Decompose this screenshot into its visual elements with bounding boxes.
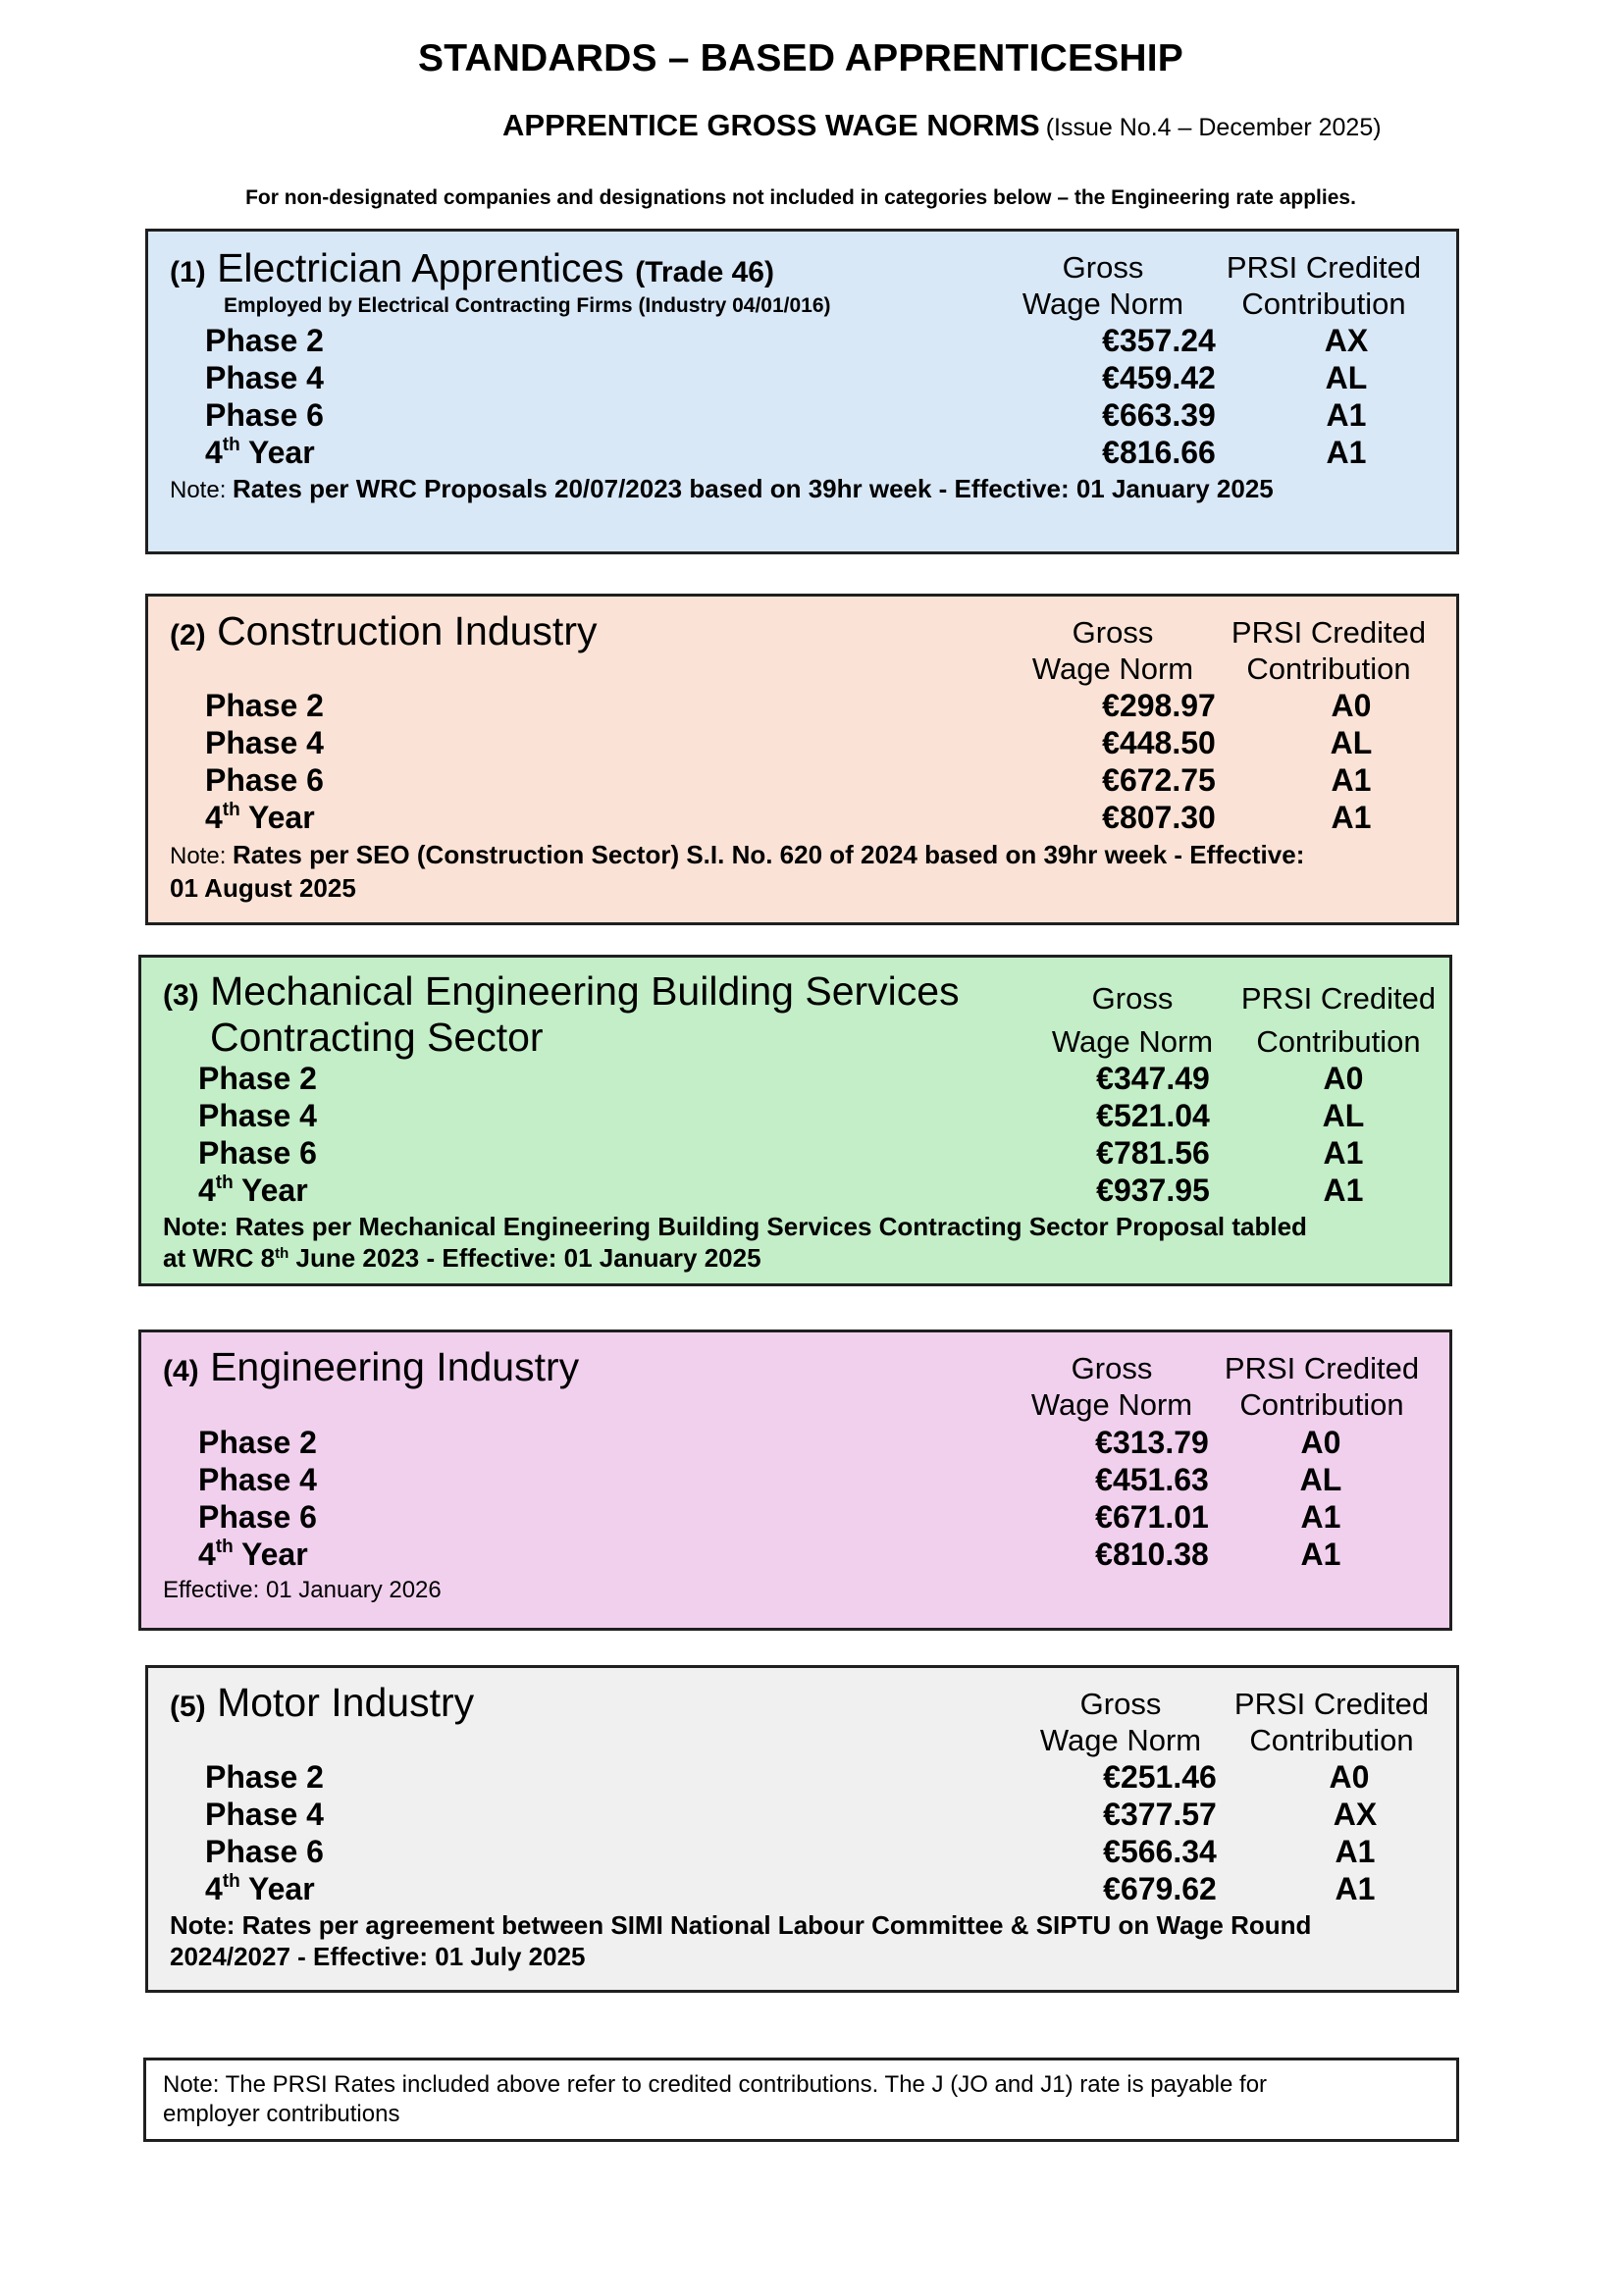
wage-value: €451.63 <box>1095 1462 1209 1497</box>
section-title <box>170 245 774 290</box>
section-title-text: Electrician Apprentices <box>217 245 624 290</box>
prsi-code: A1 <box>1323 1173 1364 1208</box>
prsi-code: A0 <box>1300 1425 1341 1460</box>
gross-label: Gross <box>1072 615 1154 650</box>
prsi-header <box>1206 249 1441 322</box>
phase-label: Phase 6 <box>205 397 324 433</box>
prsi-code: A1 <box>1300 1537 1341 1572</box>
prsi-header <box>1214 1686 1449 1758</box>
gross-wage-header <box>1010 614 1216 687</box>
wage-value: €377.57 <box>1103 1797 1217 1832</box>
gross-wage-header <box>1000 249 1206 322</box>
table-row <box>198 1536 1435 1573</box>
prsi-code: A1 <box>1326 397 1367 433</box>
wage-norm-label: Wage Norm <box>1031 652 1194 686</box>
section-note: Note: Rates per Mechanical Engineering Building Services Contracting Sector Proposal tabled at WRC 8th June 2023 - Effective: 01 January 2025 <box>163 1212 1307 1273</box>
gross-wage-header <box>1018 1686 1224 1758</box>
section-motor <box>145 1665 1459 1993</box>
table-row <box>198 1134 1435 1172</box>
gross-label: Gross <box>1062 250 1144 285</box>
intro-text: For non-designated companies and designations not included in categories below – the Engineering rate applies. <box>245 186 1356 209</box>
section-mechanical <box>138 955 1452 1286</box>
section-title-text: Construction Industry <box>217 608 598 653</box>
table-row <box>198 1097 1435 1134</box>
prsi-header <box>1221 977 1456 1064</box>
prsi-code: A0 <box>1323 1061 1364 1096</box>
phase-label: Phase 6 <box>205 1834 324 1869</box>
table-row <box>198 1498 1435 1536</box>
prsi-code: A1 <box>1326 435 1367 470</box>
phase-label: 4th Year <box>198 1537 308 1572</box>
wage-value: €313.79 <box>1095 1425 1209 1460</box>
prsi-code: AL <box>1299 1462 1342 1497</box>
phase-label: 4th Year <box>205 435 315 470</box>
issue-label: (Issue No.4 – December 2025) <box>1045 114 1382 141</box>
prsi-label: PRSI Credited <box>1231 615 1427 650</box>
prsi-code: AL <box>1325 360 1368 395</box>
section-title <box>163 1344 580 1389</box>
prsi-label: PRSI Credited <box>1233 1687 1430 1721</box>
section-title-text: Mechanical Engineering Building Services <box>210 968 960 1014</box>
prsi-code: A0 <box>1329 1759 1370 1795</box>
footer-note-box <box>143 2058 1459 2142</box>
contribution-label: Contribution <box>1249 1723 1414 1757</box>
phase-label: Phase 6 <box>205 762 324 798</box>
prsi-code: A1 <box>1323 1135 1364 1171</box>
wage-value: €663.39 <box>1102 397 1216 433</box>
wage-value: €298.97 <box>1102 688 1216 723</box>
wage-value: €521.04 <box>1096 1098 1210 1133</box>
wage-value: €679.62 <box>1103 1871 1217 1906</box>
section-title <box>163 968 960 1060</box>
prsi-code: A1 <box>1300 1499 1341 1535</box>
contribution-label: Contribution <box>1246 652 1411 686</box>
table-row <box>205 322 1441 359</box>
phase-label: Phase 6 <box>198 1135 317 1171</box>
contribution-label: Contribution <box>1239 1387 1404 1422</box>
prsi-code: A0 <box>1331 688 1372 723</box>
subtitle-text: APPRENTICE GROSS WAGE NORMS <box>502 108 1040 142</box>
prsi-code: A1 <box>1335 1871 1376 1906</box>
section-number: (1) <box>170 256 206 288</box>
page-title: STANDARDS – BASED APPRENTICESHIP <box>417 37 1183 79</box>
phase-label: 4th Year <box>205 1871 315 1906</box>
phase-label: Phase 2 <box>205 323 324 358</box>
wage-value: €937.95 <box>1096 1173 1210 1208</box>
phase-label: 4th Year <box>205 800 315 835</box>
prsi-label: PRSI Credited <box>1240 981 1437 1016</box>
wage-value: €459.42 <box>1102 360 1216 395</box>
page-subtitle <box>502 108 1382 143</box>
phase-label: 4th Year <box>198 1173 308 1208</box>
phase-label: Phase 4 <box>205 1797 324 1832</box>
wage-value: €672.75 <box>1102 762 1216 798</box>
prsi-label: PRSI Credited <box>1224 1351 1420 1385</box>
prsi-header <box>1204 1350 1440 1423</box>
section-title <box>170 1680 475 1725</box>
wage-value: €807.30 <box>1102 800 1216 835</box>
wage-value: €781.56 <box>1096 1135 1210 1171</box>
prsi-code: A1 <box>1331 762 1372 798</box>
prsi-code: A1 <box>1331 800 1372 835</box>
prsi-code: AL <box>1330 725 1373 760</box>
section-subtitle: Employed by Electrical Contracting Firms (Industry 04/01/016) <box>224 294 831 317</box>
section-note: Effective: 01 January 2026 <box>163 1577 442 1603</box>
contribution-label: Contribution <box>1256 1024 1421 1059</box>
section-construction <box>145 594 1459 925</box>
prsi-header <box>1211 614 1446 687</box>
table-row <box>205 1758 1441 1796</box>
phase-label: Phase 2 <box>205 688 324 723</box>
wage-value: €347.49 <box>1096 1061 1210 1096</box>
section-note: Note: Rates per WRC Proposals 20/07/2023 based on 39hr week - Effective: 01 January 2025 <box>170 474 1274 503</box>
gross-label: Gross <box>1079 1687 1162 1721</box>
gross-label: Gross <box>1071 1351 1153 1385</box>
section-title-text: Engineering Industry <box>210 1344 580 1389</box>
table-row <box>205 359 1441 396</box>
table-row <box>205 761 1441 799</box>
table-row <box>205 724 1441 761</box>
table-row <box>198 1461 1435 1498</box>
prsi-code: A1 <box>1335 1834 1376 1869</box>
wage-value: €810.38 <box>1095 1537 1209 1572</box>
wage-norm-label: Wage Norm <box>1051 1024 1214 1059</box>
phase-label: Phase 2 <box>198 1061 317 1096</box>
gross-wage-header <box>1009 1350 1215 1423</box>
section-title <box>170 608 598 653</box>
section-number: (5) <box>170 1691 206 1723</box>
table-row <box>205 799 1441 836</box>
prsi-label: PRSI Credited <box>1226 250 1422 285</box>
phase-label: Phase 4 <box>205 725 324 760</box>
section-title-line2: Contracting Sector <box>210 1015 544 1060</box>
trade-label: (Trade 46) <box>635 256 774 288</box>
phase-label: Phase 4 <box>198 1098 317 1133</box>
section-engineering <box>138 1329 1452 1631</box>
footer-note: Note: The PRSI Rates included above refer to credited contributions. The J (JO and J1) rate is payable for employer contributions <box>163 2071 1268 2127</box>
table-row <box>205 396 1441 434</box>
phase-label: Phase 6 <box>198 1499 317 1535</box>
phase-label: Phase 2 <box>205 1759 324 1795</box>
table-row <box>198 1060 1435 1097</box>
table-row <box>205 1833 1441 1870</box>
gross-wage-header <box>1029 977 1235 1064</box>
section-number: (3) <box>163 979 199 1012</box>
prsi-code: AX <box>1324 323 1369 358</box>
wage-value: €671.01 <box>1095 1499 1209 1535</box>
prsi-code: AX <box>1333 1797 1378 1832</box>
phase-label: Phase 2 <box>198 1425 317 1460</box>
phase-label: Phase 4 <box>198 1462 317 1497</box>
section-number: (2) <box>170 619 206 652</box>
table-row <box>198 1172 1435 1209</box>
wage-value: €251.46 <box>1103 1759 1217 1795</box>
table-row <box>205 434 1441 471</box>
section-number: (4) <box>163 1355 199 1387</box>
table-row <box>205 1796 1441 1833</box>
section-title-text: Motor Industry <box>217 1680 475 1725</box>
phase-label: Phase 4 <box>205 360 324 395</box>
gross-label: Gross <box>1091 981 1174 1016</box>
wage-value: €357.24 <box>1102 323 1216 358</box>
wage-value: €448.50 <box>1102 725 1216 760</box>
table-row <box>198 1424 1435 1461</box>
section-note: Note: Rates per SEO (Construction Sector) S.I. No. 620 of 2024 based on 39hr week - Effective: 01 August 2025 <box>170 840 1305 903</box>
table-row <box>205 1870 1441 1907</box>
wage-norm-label: Wage Norm <box>1030 1387 1193 1422</box>
table-row <box>205 687 1441 724</box>
contribution-label: Contribution <box>1241 287 1406 321</box>
wage-value: €566.34 <box>1103 1834 1217 1869</box>
wage-norm-label: Wage Norm <box>1039 1723 1202 1757</box>
section-note: Note: Rates per agreement between SIMI National Labour Committee & SIPTU on Wage Round 2024/2027 - Effective: 01 July 2025 <box>170 1910 1312 1971</box>
prsi-code: AL <box>1322 1098 1365 1133</box>
wage-norm-label: Wage Norm <box>1022 287 1184 321</box>
wage-value: €816.66 <box>1102 435 1216 470</box>
section-electrician <box>145 229 1459 554</box>
